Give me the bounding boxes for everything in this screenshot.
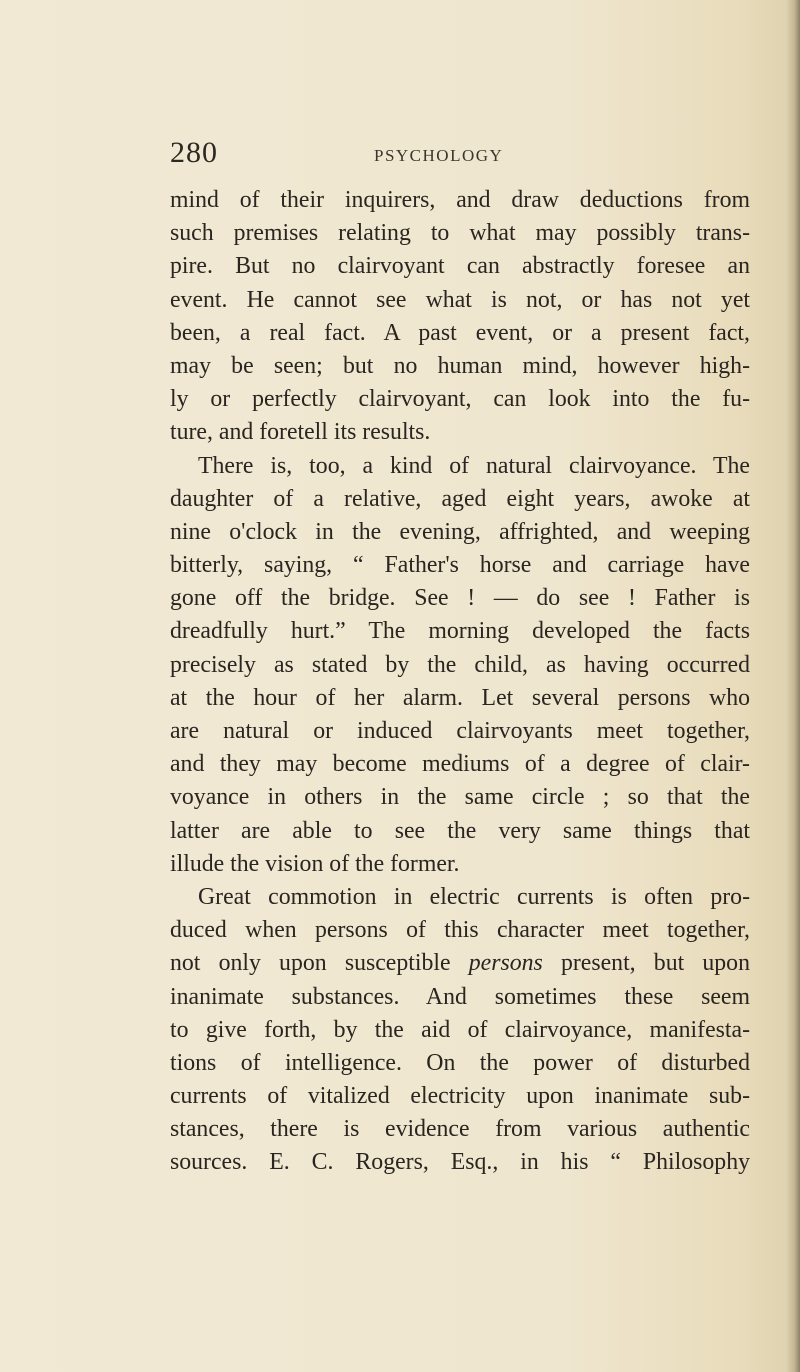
text-line: voyance in others in the same circle ; so that the (170, 784, 750, 811)
page-number: 280 (170, 136, 218, 169)
page-header (170, 136, 750, 176)
text-line: currents of vitalized electricity upon inanimate sub- (170, 1083, 750, 1110)
text-line: nine o'clock in the evening, affrighted, and weeping (170, 518, 750, 545)
text-line: ly or perfectly clairvoyant, can look into the fu- (170, 386, 750, 413)
body-text (170, 184, 750, 1180)
text-line: may be seen; but no human mind, however high- (170, 352, 750, 379)
text-line: pire. But no clairvoyant can abstractly foresee an (170, 253, 750, 280)
text-line: gone off the bridge. See ! — do see ! Father is (170, 585, 750, 612)
text-line: illude the vision of the former. (170, 850, 460, 877)
italic-word: persons (468, 950, 543, 977)
text-line: dreadfully hurt.” The morning developed the facts (170, 618, 750, 645)
text-line: precisely as stated by the child, as having occurred (170, 651, 750, 678)
text-line: tions of intelligence. On the power of disturbed (170, 1049, 750, 1076)
text-line: mind of their inquirers, and draw deductions from (170, 187, 750, 213)
text-line-with-italic (170, 947, 750, 980)
text-line: inanimate substances. And sometimes these seem (170, 983, 750, 1010)
running-head: PSYCHOLOGY (374, 146, 504, 165)
text-line: latter are able to see the very same things that (170, 817, 750, 844)
text-line: stances, there is evidence from various authentic (170, 1116, 750, 1143)
text-line: There is, too, a kind of natural clairvoyance. The (198, 452, 750, 479)
text-line: Great commotion in electric currents is often pro- (198, 883, 750, 910)
text-line: at the hour of her alarm. Let several persons who (170, 684, 750, 711)
text-line: been, a real fact. A past event, or a present fact, (170, 319, 750, 346)
text-line: to give forth, by the aid of clairvoyance, manifesta- (170, 1016, 750, 1043)
text-line: event. He cannot see what is not, or has not yet (170, 286, 750, 313)
text-line: bitterly, saying, “ Father's horse and carriage have (170, 552, 750, 579)
text-line: such premises relating to what may possibly trans- (170, 220, 750, 247)
text-span: not only upon susceptible (170, 950, 469, 977)
text-line: daughter of a relative, aged eight years, awoke at (170, 485, 750, 512)
text-line: and they may become mediums of a degree of clair- (170, 751, 750, 778)
text-line: are natural or induced clairvoyants meet together, (170, 718, 750, 744)
text-line: duced when persons of this character meet together, (170, 917, 750, 944)
text-span: present, but upon (542, 950, 750, 977)
page-edge-shadow (786, 0, 800, 1372)
text-line: ture, and foretell its results. (170, 419, 431, 446)
text-line: sources. E. C. Rogers, Esq., in his “ Philosophy (170, 1149, 750, 1176)
